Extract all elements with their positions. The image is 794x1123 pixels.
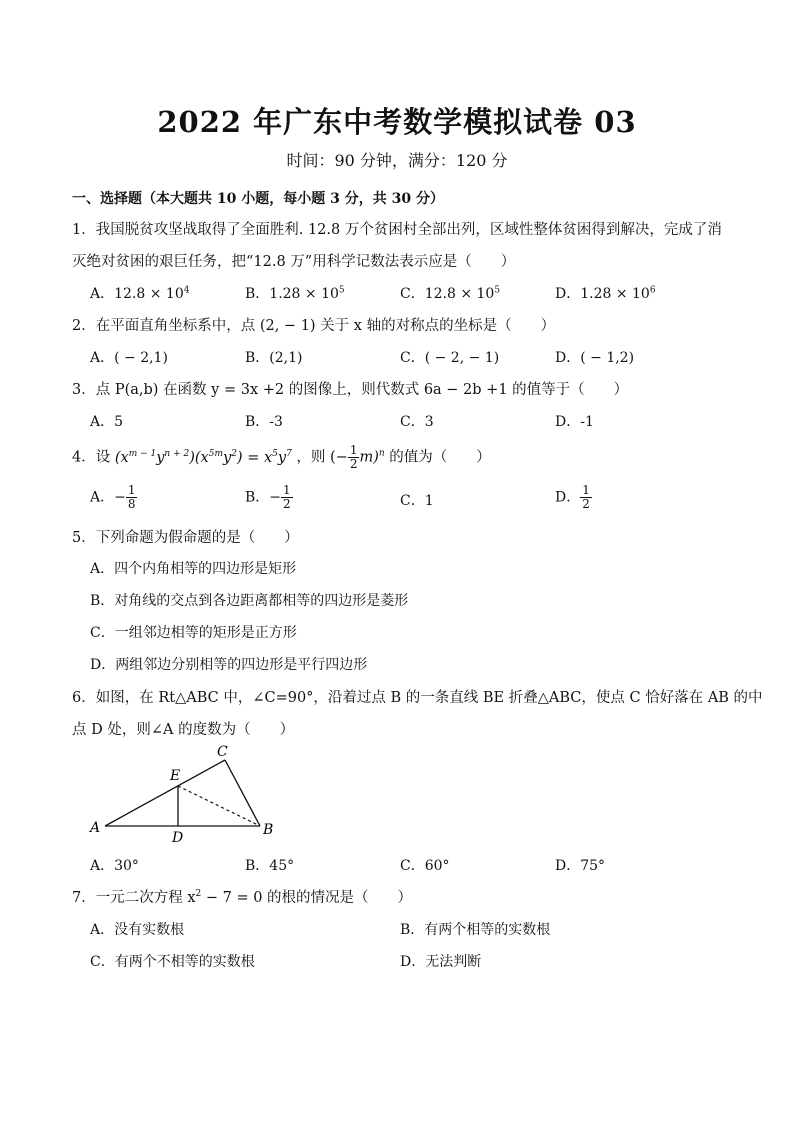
q6-option-c: C．60° bbox=[400, 858, 450, 874]
side-bc bbox=[225, 760, 260, 826]
q1-option-a: A．$12.8 \times 10^4$ bbox=[90, 285, 190, 302]
q4-option-b: B．− $\frac{1}{2}$ bbox=[245, 483, 291, 511]
q5-stem: 5．下列命题为假命题的是（ ） bbox=[72, 530, 299, 546]
q1-stem-line1: 1．我国脱贫攻坚战取得了全面胜利. 12.8 万个贫困村全部出列，区域性整体贫困得到解决，完成了消 bbox=[72, 222, 722, 238]
q5-option-d: D．两组邻边分别相等的四边形是平行四边形 bbox=[90, 657, 368, 673]
label-a: A bbox=[90, 820, 101, 836]
fold-line-eb bbox=[178, 786, 260, 826]
q5-option-c: C．一组邻边相等的矩形是正方形 bbox=[90, 625, 297, 641]
q1-option-c: C．$12.8 \times 10^5$ bbox=[400, 285, 501, 302]
q4-option-a: A．− $\frac{1}{8}$ bbox=[90, 483, 136, 511]
q2-option-b: B．(2,1) bbox=[245, 350, 303, 366]
q2-option-a: A．( − 2,1) bbox=[90, 350, 168, 366]
side-ac bbox=[105, 760, 225, 826]
q6-stem-line2: 点 D 处，则∠A 的度数为（ ） bbox=[72, 722, 295, 738]
page-title: 2022 年广东中考数学模拟试卷 03 bbox=[157, 105, 637, 139]
q4-stem: 4．设 $(x^{m - 1}y^{n + 2})(x^{5m}y^2) = x^5y^7$ ，则 (− $\frac{1}{2}$ m)$^n$ 的值为（ ） bbox=[72, 443, 491, 471]
q1-option-d: D．$1.28 \times 10^6$ bbox=[555, 285, 656, 302]
q7-option-d: D．无法判断 bbox=[400, 954, 482, 970]
q5-option-b: B．对角线的交点到各边距离都相等的四边形是菱形 bbox=[90, 593, 409, 609]
q7-option-b: B．有两个相等的实数根 bbox=[400, 922, 551, 938]
q7-option-c: C．有两个不相等的实数根 bbox=[90, 954, 255, 970]
q1-option-b: B．$1.28 \times 10^5$ bbox=[245, 285, 345, 302]
q6-option-b: B．45° bbox=[245, 858, 295, 874]
q3-stem: 3．点 P(a,b) 在函数 y = 3x +2 的图像上，则代数式 6a − 2b +1 的值等于（ ） bbox=[72, 382, 629, 398]
q4-fraction: $\frac{1}{2}$ bbox=[349, 443, 358, 471]
q5-option-a: A．四个内角相等的四边形是矩形 bbox=[90, 561, 297, 577]
label-d: D bbox=[172, 830, 184, 845]
q6-stem-line1: 6．如图，在 Rt△ABC 中，∠C=90°，沿着过点 B 的一条直线 BE 折叠△ABC，使点 C 恰好落在 AB 的中 bbox=[72, 690, 763, 706]
label-b: B bbox=[263, 822, 274, 838]
q3-option-b: B．-3 bbox=[245, 414, 283, 430]
q2-option-c: C．( − 2, − 1) bbox=[400, 350, 500, 366]
q2-stem: 2．在平面直角坐标系中，点 (2, − 1) 关于 x 轴的对称点的坐标是（ ） bbox=[72, 318, 556, 334]
q7-stem: 7．一元二次方程 $x^2 - 7 = 0$ 的根的情况是（ ） bbox=[72, 889, 413, 906]
label-c: C bbox=[217, 744, 228, 760]
page-subtitle: 时间：90 分钟，满分：120 分 bbox=[286, 151, 508, 170]
q7-option-a: A．没有实数根 bbox=[90, 922, 185, 938]
q3-option-d: D．-1 bbox=[555, 414, 594, 430]
q4-option-c: C．1 bbox=[400, 493, 434, 509]
triangle-figure bbox=[85, 740, 285, 845]
q1-stem-line2: 灭绝对贫困的艰巨任务，把“12.8 万”用科学记数法表示应是（ ） bbox=[72, 254, 516, 270]
q4-option-d: D． $\frac{1}{2}$ bbox=[555, 483, 590, 511]
q3-option-a: A．5 bbox=[90, 414, 124, 430]
label-e: E bbox=[170, 768, 181, 784]
q6-option-d: D．75° bbox=[555, 858, 606, 874]
section-heading: 一、选择题（本大题共 10 小题，每小题 3 分，共 30 分） bbox=[72, 191, 444, 207]
q6-option-a: A．30° bbox=[90, 858, 139, 874]
q3-option-c: C．3 bbox=[400, 414, 434, 430]
q2-option-d: D．( − 1,2) bbox=[555, 350, 635, 366]
